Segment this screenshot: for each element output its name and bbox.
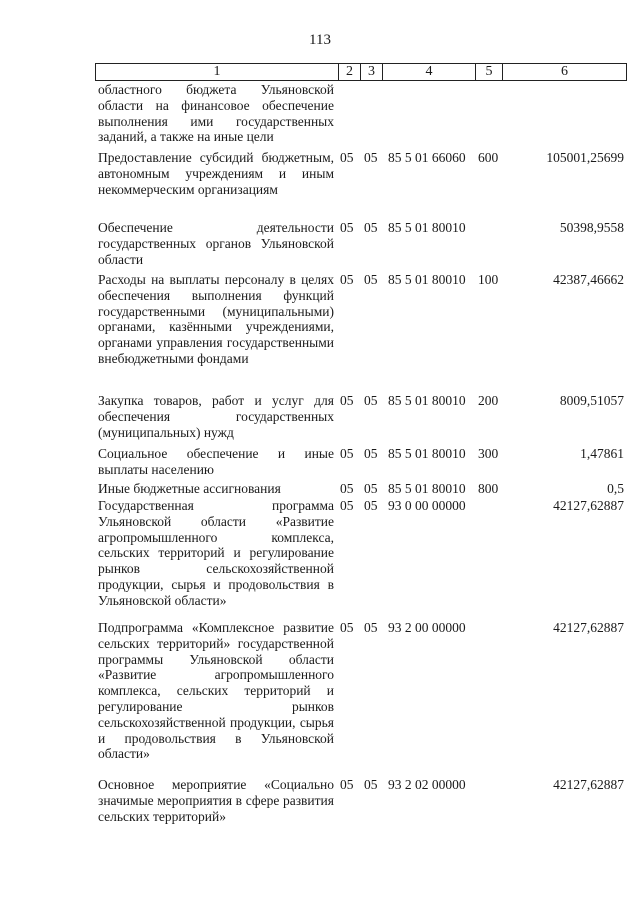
row-amount: 42387,46662: [553, 272, 624, 287]
row-description: Предоставление субсидий бюджетным, автономным учреждениям и иным некоммерческим организациям: [98, 150, 334, 197]
row-amount: 50398,9558: [559, 220, 624, 235]
row-subsection: 05: [364, 446, 378, 461]
row-section: 05: [340, 272, 354, 287]
row-section: 05: [340, 446, 354, 461]
row-expense-type: 300: [478, 446, 499, 461]
row-subsection: 05: [364, 620, 378, 635]
row-description: Социальное обеспечение и иные выплаты населению: [98, 446, 334, 477]
row-target-code: 93 0 00 00000: [388, 498, 466, 513]
header-col-6: 6: [561, 64, 568, 79]
row-expense-type: 600: [478, 150, 499, 165]
row-amount: 1,47861: [580, 446, 624, 461]
header-col-2: 2: [339, 64, 361, 80]
row-target-code: 85 5 01 80010: [388, 446, 466, 461]
row-description: Расходы на выплаты персоналу в целях обеспечения выполнения функций государственными (муниципальными) органами, казёнными учреждениями, органами управления государственными внебюджетными фондами: [98, 272, 334, 366]
row-description: областного бюджета Ульяновской области на финансовое обеспечение выполнения ими государственных заданий, а также на иные цели: [98, 82, 334, 145]
row-expense-type: 800: [478, 481, 499, 496]
row-description: Государственная программа Ульяновской области «Развитие агропромышленного комплекса, сельских территорий и регулирование рынков сельскохозяйственной продукции, сырья и продовольствия в Ульяновской области»: [98, 498, 334, 608]
header-col-4: 4: [383, 64, 476, 80]
row-amount: 42127,62887: [553, 498, 624, 513]
row-amount: 42127,62887: [553, 777, 624, 792]
row-target-code: 85 5 01 80010: [388, 220, 466, 235]
header-col-1: 1: [96, 64, 339, 80]
table-header: [95, 63, 627, 81]
row-description: Подпрограмма «Комплексное развитие сельских территорий» государственной программы Ульяновской области «Развитие агропромышленного комплекса, сельских территорий и регулирование рынков сельскохозяйственной продукции, сырья и продовольствия в Ульяновской области»: [98, 620, 334, 762]
row-section: 05: [340, 393, 354, 408]
row-target-code: 85 5 01 80010: [388, 393, 466, 408]
row-section: 05: [340, 620, 354, 635]
row-amount: 42127,62887: [553, 620, 624, 635]
header-col-3: 3: [361, 64, 383, 80]
row-description: Закупка товаров, работ и услуг для обеспечения государственных (муниципальных) нужд: [98, 393, 334, 440]
row-target-code: 93 2 00 00000: [388, 620, 466, 635]
row-subsection: 05: [364, 481, 378, 496]
row-amount: 8009,51057: [559, 393, 624, 408]
row-target-code: 85 5 01 66060: [388, 150, 466, 165]
row-subsection: 05: [364, 777, 378, 792]
header-col-5: 5: [476, 64, 503, 80]
row-subsection: 05: [364, 393, 378, 408]
row-subsection: 05: [364, 220, 378, 235]
row-amount: 0,5: [607, 481, 624, 496]
row-section: 05: [340, 498, 354, 513]
row-section: 05: [340, 481, 354, 496]
row-subsection: 05: [364, 150, 378, 165]
row-target-code: 85 5 01 80010: [388, 272, 466, 287]
page-number: 113: [309, 32, 331, 48]
row-target-code: 85 5 01 80010: [388, 481, 466, 496]
row-subsection: 05: [364, 498, 378, 513]
row-target-code: 93 2 02 00000: [388, 777, 466, 792]
row-description: Иные бюджетные ассигнования: [98, 481, 281, 496]
row-section: 05: [340, 777, 354, 792]
row-section: 05: [340, 150, 354, 165]
row-expense-type: 100: [478, 272, 499, 287]
row-section: 05: [340, 220, 354, 235]
row-subsection: 05: [364, 272, 378, 287]
row-description: Обеспечение деятельности государственных органов Ульяновской области: [98, 220, 334, 267]
row-amount: 105001,25699: [546, 150, 624, 165]
row-expense-type: 200: [478, 393, 499, 408]
row-description: Основное мероприятие «Социально значимые мероприятия в сфере развития сельских территорий»: [98, 777, 334, 824]
